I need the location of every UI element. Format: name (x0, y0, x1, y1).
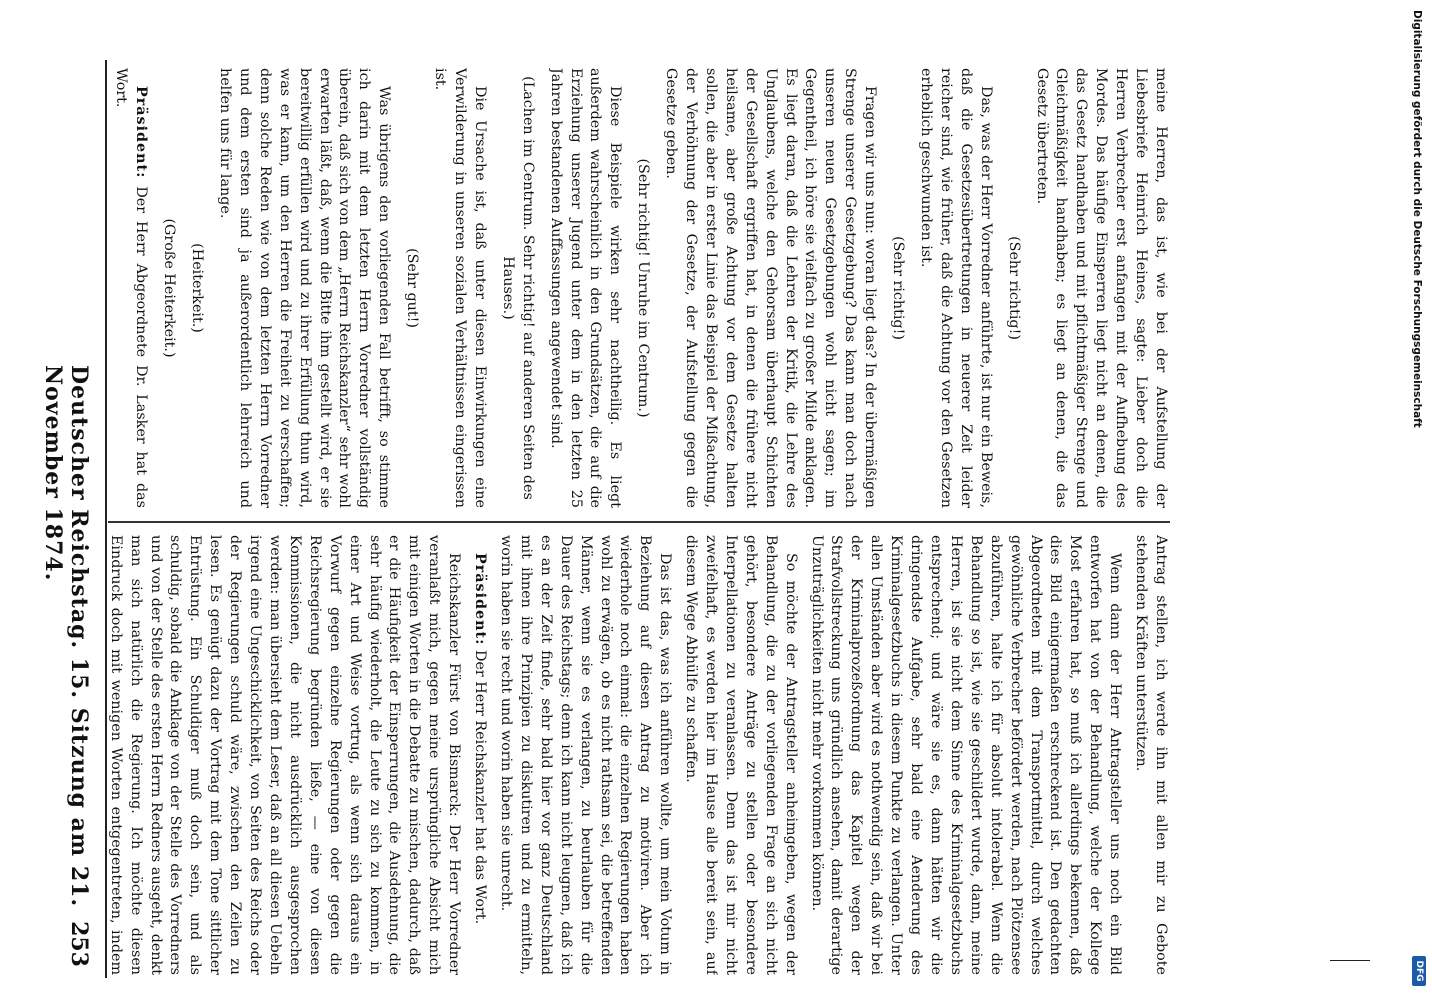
paragraph: Was übrigens den vorliegenden Fall betrifft, so stimme ich darin mit dem letzten Herrn Vorredner vollständig überein, daß sich von dem „Herrn Reichskanzler“ sehr wohl erwarten läßt, daß, wenn die Bitte ihm gestellt wird, er sie bereitwillig erfüllen wird und zu ihrer Erfüllung thun wird, was er kann, um den Herren die Freiheit zu verschaffen; denn solche Reden wie von dem letzten Herrn Vorredner und dem ersten sind ja außerordentlich lehrreich und helfen uns für lange. (217, 68, 393, 508)
page-header (40, 55, 100, 985)
page-title: Deutscher Reichstag. 15. Sitzung am 21. November 1874. (40, 365, 92, 908)
paragraph: Antrag stellen, ich werde ihn mit allen mir zu Gebote stehenden Kräften unterstützen. (1133, 535, 1169, 975)
paragraph: Die Ursache ist, daß unter diesen Einwirkungen eine Verwilderung in unseren sozialen Verhältnissen eingerissen ist. (432, 68, 488, 508)
dfg-logo: DFG (1412, 956, 1426, 986)
credit-text: Digitalisierung gefördert durch die Deutsche Forschungsgemeinschaft (1411, 10, 1423, 428)
interjection: (Große Heiterkeit.) (161, 218, 178, 358)
paragraph: So möchte der Antragsteller anheimgeben, wegen der Behandlung, die zu der vorliegenden Frage an sich nicht gehört, besondere Anträge zu stellen oder besondere Interpellationen zu veranlassen. Denn das ist mir nicht zweifelhaft, es werden hier im Hause alle bereit sein, auf diesem Wege Abhülfe zu schaffen. (683, 535, 799, 975)
margin-mark (1330, 960, 1370, 961)
paragraph: Wenn dann der Herr Antragsteller uns noch ein Bild entworfen hat von der Behandlung, welche der Kollege Most erfahren hat, so muß ich allerdings bekennen, daß dies Bild einigermaßen erschreckend ist. Den gedachten Abgeordneten mit dem Transportmittel, durch welches gewöhnliche Verbrecher befördert werden, nach Plötzensee abzuführen, halte ich für absolut intolerabel. Wenn die Behandlung so ist, wie sie geschildert wurde, dann, meine Herren, ist sie nicht dem Sinne des Kriminalgesetzbuchs entsprechend; und wäre sie es, dann hätten wir die dringendste Aufgabe, sehr bald eine Aenderung des Kriminalgesetzbuchs in diesem Punkte zu verlangen. Unter allen Umständen aber wird es nothwendig sein, daß wir bei der Kriminalprozeßordnung das Kapitel wegen der Strafvollstreckung uns gründlich ansehen, damit derartige Unzuträglichkeiten nicht mehr vorkommen können. (808, 535, 1124, 975)
interjection: (Sehr richtig!) (890, 236, 907, 340)
paragraph: Reichskanzler Fürst von Bismarck: Der Herr Vorredner veranlaßt mich, gegen meine ursprüngliche Absicht mich mit einigen Worten in die Debatte zu mischen, dadurch, daß er die Häufigkeit der Einsperrungen, die Ausdehnung, die sehr häufig wiederholt, die Leute zu sich zu kommen, in einer Art und Weise vortrug, als wenn sich daraus ein Vorwurf gegen einzelne Regierungen oder gegen die Reichsregierung begründen ließe, — eine von diesen Kommissionen, die nicht ausdrücklich ausgesprochen werden: man übersieht dem Leser, daß an all diesen Uebeln irgend eine Ungeschicklichkeit, von Seiten des Reichs oder der Regierungen schuld wäre, zwischen den Zeilen zu lesen. Es genügt dazu der Vortrag mit dem Tone sittlicher Entrüstung. Ein Schuldiger muß doch sein, und als schuldig, sobald die Anklage von der Stelle des Vorredners und von der Stelle des ersten Herrn Redners ausgeht, denkt man sich natürlich die Regierung. Ich möchte diesen Eindruck doch mit wenigen Worten entgegentreten, indem (107, 535, 463, 975)
speaker-label: Präsident: (133, 86, 150, 179)
digitization-credit (1404, 0, 1432, 1000)
interjection: (Sehr richtig! Unruhe im Centrum.) (635, 158, 652, 418)
speaker-text: Der Herr Reichskanzler hat das Wort. (472, 645, 489, 925)
left-text-column (106, 535, 1170, 975)
speaker-text: Der Herr Abgeordnete Dr. Lasker hat das Wort. (113, 68, 150, 508)
interjection: (Heiterkeit.) (189, 243, 206, 333)
paragraph: Diese Beispiele wirken sehr nachtheilig. Es liegt außerdem wahrscheinlich in den Grundsätzen, die auf die Erziehung unserer Jugend unter dem in den letzten 25 Jahren bestandenen Auffassungen angewendet sind. (547, 68, 624, 508)
right-text-column (106, 68, 1170, 508)
speaker-line (469, 535, 489, 975)
interjection: (Sehr richtig!) (1005, 236, 1022, 340)
column-divider (108, 521, 1170, 523)
speaker-label: Präsident: (472, 553, 489, 646)
interjection: (Lachen im Centrum. Sehr richtig! auf anderen Seiten des Hauses.) (499, 76, 536, 500)
paragraph: Das, was der Herr Vorredner anführte, ist nur ein Beweis, daß die Gesetzesübertretungen in neuerer Zeit leider reicher sind, wie früher, daß die Achtung vor den Gesetzen erheblich geschwunden ist. (918, 68, 994, 508)
speaker-line (111, 68, 151, 508)
paragraph: Das ist das, was ich anführen wollte, um mein Votum in Beziehung auf diesen Antrag zu motiviren. Aber ich wiederhole noch einmal: die einzelnen Regierungen haben wohl zu erwägen, ob es nicht rathsam sei, die betreffenden Männer, wenn sie es verlangen, zu beurlauben für die Dauer des Reichstags; denn ich kann nicht leugnen, daß ich es an der Zeit finde, sehr bald hier vor ganz Deutschland mit ihnen ihre Prinzipien zu diskutiren und zu ermitteln, worin haben sie recht und worin haben sie unrecht. (498, 535, 674, 975)
page-number: 253 (66, 921, 92, 967)
paragraph: meine Herren, das ist, wie bei der Aufstellung der Liebesbriefe Heinrich Heines, sagte: Lieber doch die Herren Verbrecher erst anfangen mit der Aufhebung des Mordes. Das häufige Einsperren liegt nicht an denen, die das Gesetz handhaben und mit pflichtmäßiger Strenge und Gleichmäßigkeit handhaben; es liegt an denen, die das Gesetz übertreten. (1033, 68, 1169, 508)
paragraph: Fragen wir uns nun: woran liegt das? In der übermäßigen Strenge unserer Gesetzgebung? Das kann man doch nach unseren neuen Gesetzgebungen wohl nicht sagen; im Gegentheil, ich höre sie vielfach zu großer Milde anklagen. Es liegt daran, daß die Lehren der Kritik, die Lehre des Unglaubens, welche den Gehorsam überhaupt Schichten der Gesellschaft ergriffen hat, in denen die frühere nicht heilsame, aber große Achtung vor dem Gesetze halten sollen, die aber in erster Linie das Beispiel der Mißachtung, der Verhöhnung der Gesetze, der Aufstellung gegen die Gesetze geben. (663, 68, 879, 508)
interjection: (Sehr gut!) (404, 248, 421, 328)
